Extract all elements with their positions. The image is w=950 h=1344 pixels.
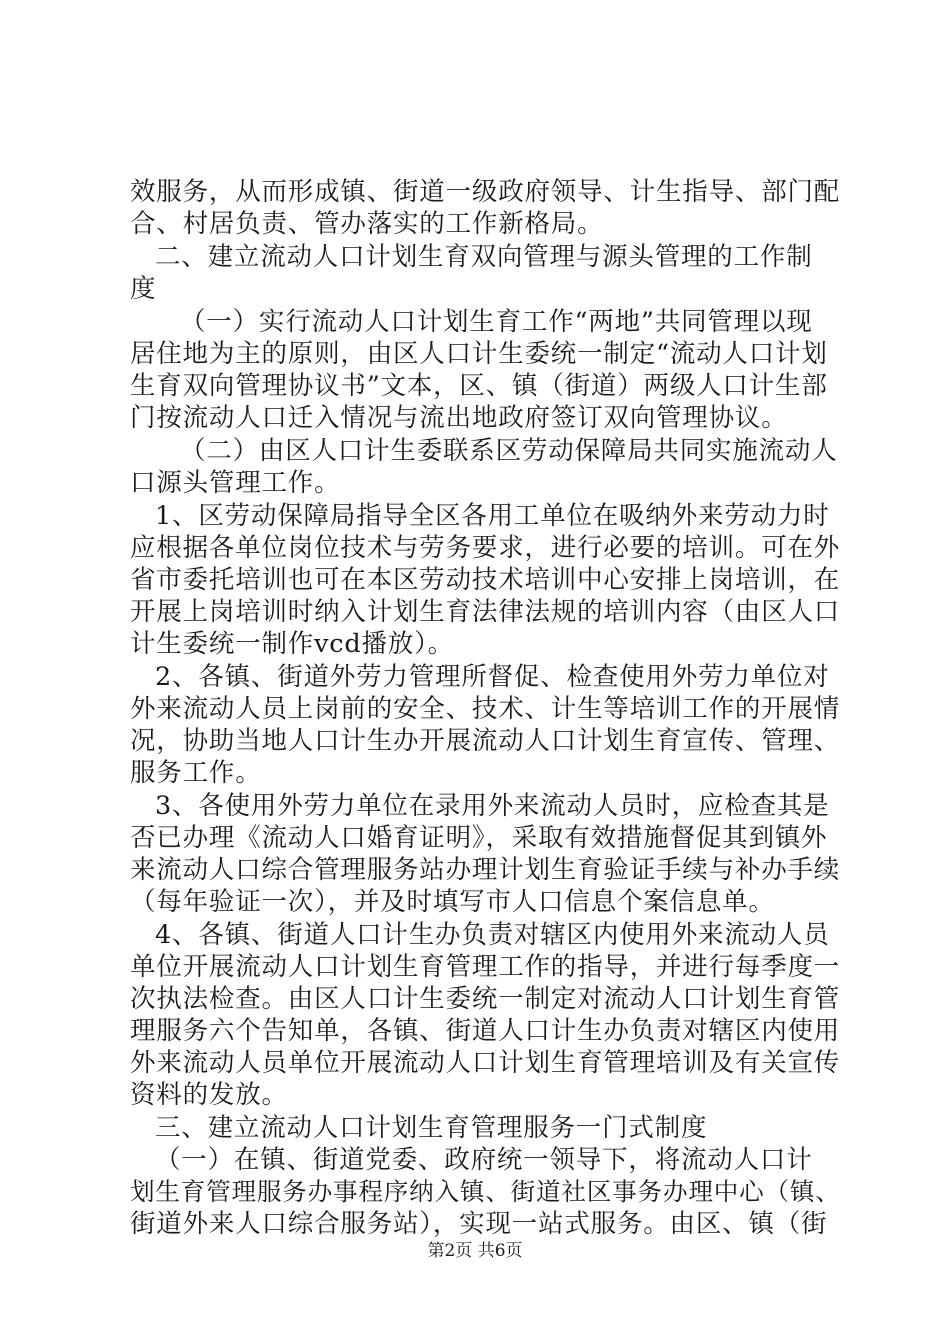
paragraph-line: 计生委统一制作vcd播放）。 xyxy=(130,629,454,659)
paragraph-line: 外来流动人员上岗前的安全、技术、计生等培训工作的开展情 xyxy=(130,694,841,724)
paragraph-line: 1、区劳动保障局指导全区各用工单位在吸纳外来劳动力时 xyxy=(155,501,830,531)
paragraph-line: 资料的发放。 xyxy=(130,1080,288,1110)
paragraph-line: 外来流动人员单位开展流动人口计划生育管理培训及有关宣传 xyxy=(130,1048,841,1078)
paragraph-line: （一）实行流动人口计划生育工作“两地”共同管理以现 xyxy=(180,307,813,337)
paragraph-line: 况，协助当地人口计生办开展流动人口计划生育宣传、管理、 xyxy=(130,726,841,756)
section-heading-line: 三、建立流动人口计划生育管理服务一门式制度 xyxy=(155,1113,708,1143)
paragraph-line: 3、各使用外劳力单位在录用外来流动人员时，应检查其是 xyxy=(155,791,830,821)
paragraph-line: 4、各镇、街道人口计生办负责对辖区内使用外来流动人员 xyxy=(155,920,830,950)
paragraph-line: 划生育管理服务办事程序纳入镇、街道社区事务办理中心（镇、 xyxy=(130,1177,841,1206)
paragraph-line: 开展上岗培训时纳入计划生育法律法规的培训内容（由区人口 xyxy=(130,597,841,627)
paragraph-line: 2、各镇、街道外劳力管理所督促、检查使用外劳力单位对 xyxy=(155,662,830,692)
page-number-footer: 第2页 共6页 xyxy=(427,1241,523,1261)
paragraph-line: 合、村居负责、管办落实的工作新格局。 xyxy=(130,209,604,239)
paragraph-line: （二）由区人口计生委联系区劳动保障局共同实施流动人 xyxy=(180,436,838,466)
paragraph-line: 街道外来人口综合服务站），实现一站式服务。由区、镇（街 xyxy=(130,1209,828,1239)
paragraph-line: 口源头管理工作。 xyxy=(130,468,341,498)
paragraph-line: 服务工作。 xyxy=(130,758,262,788)
paragraph-line: 生育双向管理协议书”文本，区、镇（街道）两级人口计生部 xyxy=(130,371,828,401)
paragraph-line: 否已办理《流动人口婚育证明》，采取有效措施督促其到镇外 xyxy=(130,823,828,853)
paragraph-line: 省市委托培训也可在本区劳动技术培训中心安排上岗培训，在 xyxy=(130,565,841,595)
paragraph-line: 来流动人口综合管理服务站办理计划生育验证手续与补办手续 xyxy=(130,855,841,885)
paragraph-line: 理服务六个告知单，各镇、街道人口计生办负责对辖区内使用 xyxy=(130,1016,841,1046)
section-heading-line: 二、建立流动人口计划生育双向管理与源头管理的工作制 xyxy=(155,242,813,272)
paragraph-line: 单位开展流动人口计划生育管理工作的指导，并进行每季度一 xyxy=(130,952,841,982)
paragraph-line: 门按流动人口迁入情况与流出地政府签订双向管理协议。 xyxy=(130,403,788,433)
paragraph-line: 次执法检查。由区人口计生委统一制定对流动人口计划生育管 xyxy=(130,984,841,1014)
section-heading-line: 度 xyxy=(130,274,157,304)
paragraph-line: （一）在镇、街道党委、政府统一领导下，将流动人口计 xyxy=(155,1145,813,1175)
paragraph-line: 应根据各单位岗位技术与劳务要求，进行必要的培训。可在外 xyxy=(130,533,841,563)
paragraph-line: 效服务，从而形成镇、街道一级政府领导、计生指导、部门配 xyxy=(130,177,841,207)
paragraph-line: （每年验证一次），并及时填写市人口信息个案信息单。 xyxy=(130,887,775,917)
paragraph-line: 居住地为主的原则，由区人口计生委统一制定“流动人口计划 xyxy=(130,339,828,369)
